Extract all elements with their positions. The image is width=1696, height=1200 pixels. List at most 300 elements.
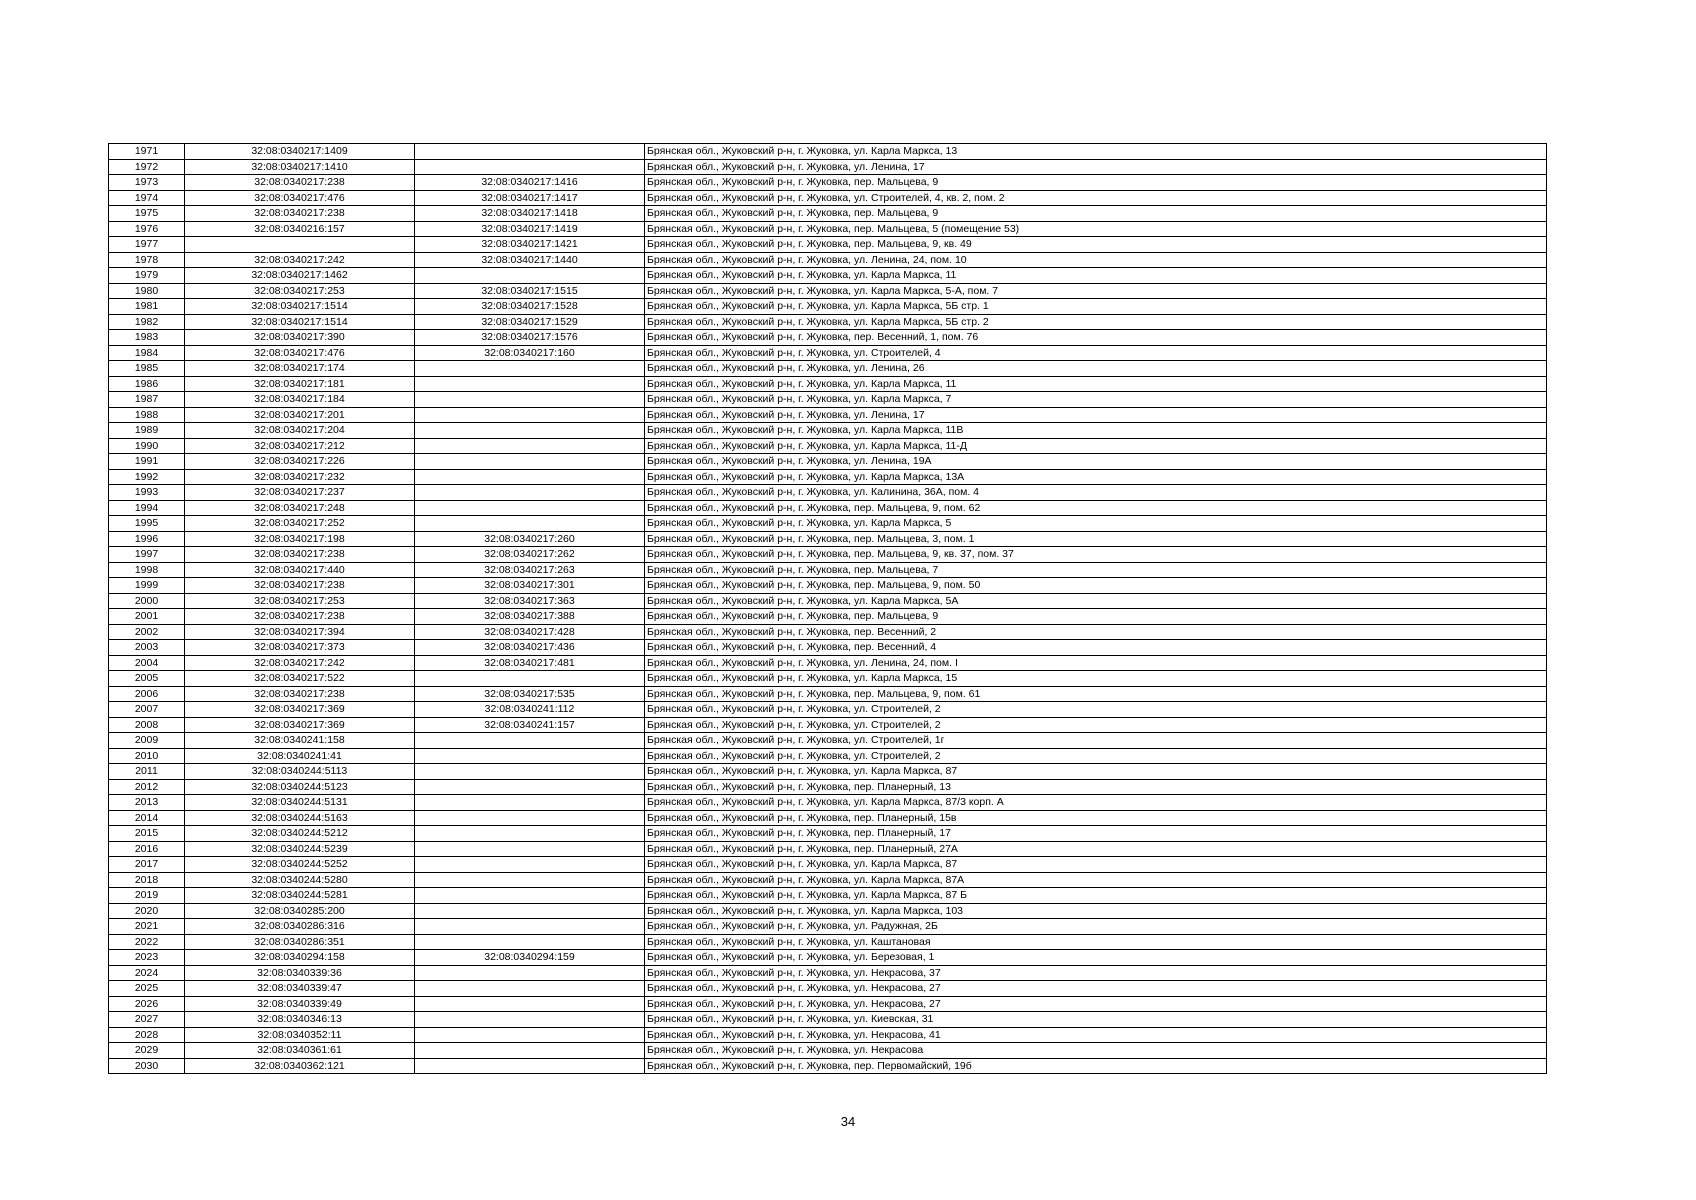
table-row <box>109 779 1547 795</box>
row-number-cell: 2010 <box>109 748 185 764</box>
table-row <box>109 547 1547 563</box>
address-cell: Брянская обл., Жуковский р-н, г. Жуковка, пер. Весенний, 1, пом. 76 <box>645 330 1547 346</box>
address-cell: Брянская обл., Жуковский р-н, г. Жуковка, пер. Мальцева, 9 <box>645 609 1547 625</box>
table-row <box>109 733 1547 749</box>
row-number-cell: 2017 <box>109 857 185 873</box>
table-row <box>109 469 1547 485</box>
related-cadastral-number-cell <box>415 438 645 454</box>
related-cadastral-number-cell <box>415 779 645 795</box>
table-row <box>109 206 1547 222</box>
table-row <box>109 392 1547 408</box>
related-cadastral-number-cell <box>415 159 645 175</box>
table-row <box>109 531 1547 547</box>
row-number-cell: 1982 <box>109 314 185 330</box>
row-number-cell: 1992 <box>109 469 185 485</box>
cadastral-number-cell: 32:08:0340217:1409 <box>185 144 415 160</box>
related-cadastral-number-cell <box>415 268 645 284</box>
row-number-cell: 2015 <box>109 826 185 842</box>
row-number-cell: 1996 <box>109 531 185 547</box>
related-cadastral-number-cell: 32:08:0340217:481 <box>415 655 645 671</box>
cadastral-number-cell: 32:08:0340241:41 <box>185 748 415 764</box>
row-number-cell: 1993 <box>109 485 185 501</box>
row-number-cell: 2002 <box>109 624 185 640</box>
address-cell: Брянская обл., Жуковский р-н, г. Жуковка, ул. Некрасова, 37 <box>645 965 1547 981</box>
related-cadastral-number-cell <box>415 671 645 687</box>
row-number-cell: 1989 <box>109 423 185 439</box>
address-cell: Брянская обл., Жуковский р-н, г. Жуковка, ул. Карла Маркса, 5-А, пом. 7 <box>645 283 1547 299</box>
table-row <box>109 826 1547 842</box>
table-row <box>109 950 1547 966</box>
table-row <box>109 919 1547 935</box>
address-cell: Брянская обл., Жуковский р-н, г. Жуковка, ул. Ленина, 19А <box>645 454 1547 470</box>
row-number-cell: 2027 <box>109 1012 185 1028</box>
table-row <box>109 175 1547 191</box>
table-row <box>109 810 1547 826</box>
row-number-cell: 2013 <box>109 795 185 811</box>
related-cadastral-number-cell <box>415 841 645 857</box>
related-cadastral-number-cell <box>415 996 645 1012</box>
row-number-cell: 1995 <box>109 516 185 532</box>
cadastral-number-cell: 32:08:0340286:316 <box>185 919 415 935</box>
page-number: 34 <box>840 1114 856 1129</box>
address-cell: Брянская обл., Жуковский р-н, г. Жуковка, ул. Карла Маркса, 13А <box>645 469 1547 485</box>
address-cell: Брянская обл., Жуковский р-н, г. Жуковка, ул. Карла Маркса, 11В <box>645 423 1547 439</box>
cadastral-number-cell: 32:08:0340217:237 <box>185 485 415 501</box>
table-row <box>109 764 1547 780</box>
table-row <box>109 593 1547 609</box>
related-cadastral-number-cell <box>415 872 645 888</box>
row-number-cell: 2016 <box>109 841 185 857</box>
table-row <box>109 671 1547 687</box>
related-cadastral-number-cell: 32:08:0340217:535 <box>415 686 645 702</box>
related-cadastral-number-cell: 32:08:0340241:112 <box>415 702 645 718</box>
cadastral-number-cell: 32:08:0340217:212 <box>185 438 415 454</box>
table-row <box>109 1027 1547 1043</box>
row-number-cell: 1980 <box>109 283 185 299</box>
table-row <box>109 888 1547 904</box>
related-cadastral-number-cell: 32:08:0340217:428 <box>415 624 645 640</box>
table-row <box>109 221 1547 237</box>
related-cadastral-number-cell: 32:08:0340217:1529 <box>415 314 645 330</box>
cadastral-number-cell: 32:08:0340217:476 <box>185 190 415 206</box>
address-cell: Брянская обл., Жуковский р-н, г. Жуковка, ул. Калинина, 36А, пом. 4 <box>645 485 1547 501</box>
row-number-cell: 1976 <box>109 221 185 237</box>
row-number-cell: 1986 <box>109 376 185 392</box>
row-number-cell: 2014 <box>109 810 185 826</box>
address-cell: Брянская обл., Жуковский р-н, г. Жуковка, ул. Ленина, 24, пом. 10 <box>645 252 1547 268</box>
address-cell: Брянская обл., Жуковский р-н, г. Жуковка, ул. Карла Маркса, 11-Д <box>645 438 1547 454</box>
related-cadastral-number-cell <box>415 376 645 392</box>
cadastral-number-cell: 32:08:0340217:238 <box>185 547 415 563</box>
table-row <box>109 640 1547 656</box>
address-cell: Брянская обл., Жуковский р-н, г. Жуковка, пер. Мальцева, 9, пом. 50 <box>645 578 1547 594</box>
address-cell: Брянская обл., Жуковский р-н, г. Жуковка, пер. Мальцева, 3, пом. 1 <box>645 531 1547 547</box>
related-cadastral-number-cell <box>415 407 645 423</box>
related-cadastral-number-cell: 32:08:0340217:301 <box>415 578 645 594</box>
related-cadastral-number-cell: 32:08:0340241:157 <box>415 717 645 733</box>
row-number-cell: 2004 <box>109 655 185 671</box>
cadastral-number-cell: 32:08:0340244:5239 <box>185 841 415 857</box>
address-cell: Брянская обл., Жуковский р-н, г. Жуковка, ул. Ленина, 24, пом. I <box>645 655 1547 671</box>
cadastral-number-cell: 32:08:0340286:351 <box>185 934 415 950</box>
row-number-cell: 2029 <box>109 1043 185 1059</box>
related-cadastral-number-cell: 32:08:0340217:388 <box>415 609 645 625</box>
cadastral-number-cell: 32:08:0340361:61 <box>185 1043 415 1059</box>
cadastral-number-cell: 32:08:0340217:253 <box>185 283 415 299</box>
related-cadastral-number-cell <box>415 919 645 935</box>
related-cadastral-number-cell: 32:08:0340217:1440 <box>415 252 645 268</box>
cadastral-number-cell: 32:08:0340217:198 <box>185 531 415 547</box>
cadastral-number-cell: 32:08:0340244:5123 <box>185 779 415 795</box>
table-row <box>109 407 1547 423</box>
row-number-cell: 1974 <box>109 190 185 206</box>
related-cadastral-number-cell: 32:08:0340217:262 <box>415 547 645 563</box>
related-cadastral-number-cell <box>415 485 645 501</box>
row-number-cell: 2025 <box>109 981 185 997</box>
row-number-cell: 2003 <box>109 640 185 656</box>
cadastral-number-cell: 32:08:0340216:157 <box>185 221 415 237</box>
related-cadastral-number-cell <box>415 516 645 532</box>
related-cadastral-number-cell: 32:08:0340217:363 <box>415 593 645 609</box>
row-number-cell: 1987 <box>109 392 185 408</box>
cadastral-number-cell: 32:08:0340244:5113 <box>185 764 415 780</box>
table-row <box>109 965 1547 981</box>
table-row <box>109 748 1547 764</box>
cadastral-number-cell: 32:08:0340217:204 <box>185 423 415 439</box>
address-cell: Брянская обл., Жуковский р-н, г. Жуковка, ул. Карла Маркса, 11 <box>645 268 1547 284</box>
address-cell: Брянская обл., Жуковский р-н, г. Жуковка, ул. Карла Маркса, 87 Б <box>645 888 1547 904</box>
address-cell: Брянская обл., Жуковский р-н, г. Жуковка, ул. Ленина, 26 <box>645 361 1547 377</box>
address-cell: Брянская обл., Жуковский р-н, г. Жуковка, пер. Мальцева, 9, пом. 62 <box>645 500 1547 516</box>
row-number-cell: 1971 <box>109 144 185 160</box>
related-cadastral-number-cell: 32:08:0340217:1416 <box>415 175 645 191</box>
related-cadastral-number-cell <box>415 1043 645 1059</box>
related-cadastral-number-cell <box>415 469 645 485</box>
address-cell: Брянская обл., Жуковский р-н, г. Жуковка, пер. Мальцева, 9, пом. 61 <box>645 686 1547 702</box>
address-cell: Брянская обл., Жуковский р-н, г. Жуковка, ул. Карла Маркса, 5Б стр. 2 <box>645 314 1547 330</box>
related-cadastral-number-cell: 32:08:0340217:1417 <box>415 190 645 206</box>
row-number-cell: 1983 <box>109 330 185 346</box>
row-number-cell: 2021 <box>109 919 185 935</box>
row-number-cell: 2026 <box>109 996 185 1012</box>
table-row <box>109 686 1547 702</box>
table-row <box>109 144 1547 160</box>
table-row <box>109 376 1547 392</box>
address-cell: Брянская обл., Жуковский р-н, г. Жуковка, ул. Каштановая <box>645 934 1547 950</box>
address-cell: Брянская обл., Жуковский р-н, г. Жуковка, пер. Мальцева, 7 <box>645 562 1547 578</box>
row-number-cell: 2024 <box>109 965 185 981</box>
cadastral-number-cell: 32:08:0340217:1514 <box>185 299 415 315</box>
related-cadastral-number-cell: 32:08:0340217:1418 <box>415 206 645 222</box>
table-row <box>109 717 1547 733</box>
cadastral-number-cell: 32:08:0340217:238 <box>185 686 415 702</box>
table-row <box>109 330 1547 346</box>
related-cadastral-number-cell <box>415 454 645 470</box>
address-cell: Брянская обл., Жуковский р-н, г. Жуковка, ул. Киевская, 31 <box>645 1012 1547 1028</box>
row-number-cell: 1997 <box>109 547 185 563</box>
related-cadastral-number-cell <box>415 826 645 842</box>
table-row <box>109 609 1547 625</box>
row-number-cell: 1991 <box>109 454 185 470</box>
address-cell: Брянская обл., Жуковский р-н, г. Жуковка, ул. Карла Маркса, 11 <box>645 376 1547 392</box>
cadastral-number-cell: 32:08:0340217:238 <box>185 206 415 222</box>
table-row <box>109 268 1547 284</box>
cadastral-number-cell: 32:08:0340294:158 <box>185 950 415 966</box>
address-cell: Брянская обл., Жуковский р-н, г. Жуковка, ул. Радужная, 2Б <box>645 919 1547 935</box>
address-cell: Брянская обл., Жуковский р-н, г. Жуковка, ул. Карла Маркса, 13 <box>645 144 1547 160</box>
row-number-cell: 2001 <box>109 609 185 625</box>
address-cell: Брянская обл., Жуковский р-н, г. Жуковка, ул. Строителей, 4 <box>645 345 1547 361</box>
address-cell: Брянская обл., Жуковский р-н, г. Жуковка, ул. Карла Маркса, 7 <box>645 392 1547 408</box>
table-row <box>109 981 1547 997</box>
cadastral-number-cell: 32:08:0340217:248 <box>185 500 415 516</box>
address-cell: Брянская обл., Жуковский р-н, г. Жуковка, пер. Планерный, 27А <box>645 841 1547 857</box>
table-row <box>109 857 1547 873</box>
related-cadastral-number-cell <box>415 144 645 160</box>
table-row <box>109 1058 1547 1074</box>
row-number-cell: 1981 <box>109 299 185 315</box>
table-row <box>109 237 1547 253</box>
row-number-cell: 2028 <box>109 1027 185 1043</box>
row-number-cell: 2012 <box>109 779 185 795</box>
cadastral-number-cell: 32:08:0340217:174 <box>185 361 415 377</box>
related-cadastral-number-cell <box>415 1012 645 1028</box>
address-cell: Брянская обл., Жуковский р-н, г. Жуковка, пер. Планерный, 17 <box>645 826 1547 842</box>
cadastral-number-cell: 32:08:0340244:5131 <box>185 795 415 811</box>
cadastral-number-cell <box>185 237 415 253</box>
row-number-cell: 2022 <box>109 934 185 950</box>
table-row <box>109 996 1547 1012</box>
address-cell: Брянская обл., Жуковский р-н, г. Жуковка, пер. Планерный, 13 <box>645 779 1547 795</box>
cadastral-number-cell: 32:08:0340244:5163 <box>185 810 415 826</box>
related-cadastral-number-cell <box>415 392 645 408</box>
table-row <box>109 159 1547 175</box>
row-number-cell: 1972 <box>109 159 185 175</box>
related-cadastral-number-cell <box>415 857 645 873</box>
related-cadastral-number-cell: 32:08:0340217:1576 <box>415 330 645 346</box>
cadastral-number-cell: 32:08:0340241:158 <box>185 733 415 749</box>
table-row <box>109 624 1547 640</box>
address-cell: Брянская обл., Жуковский р-н, г. Жуковка, ул. Карла Маркса, 15 <box>645 671 1547 687</box>
address-cell: Брянская обл., Жуковский р-н, г. Жуковка, пер. Первомайский, 19б <box>645 1058 1547 1074</box>
cadastral-number-cell: 32:08:0340217:476 <box>185 345 415 361</box>
table-row <box>109 562 1547 578</box>
row-number-cell: 2023 <box>109 950 185 966</box>
address-cell: Брянская обл., Жуковский р-н, г. Жуковка, ул. Карла Маркса, 87 <box>645 857 1547 873</box>
related-cadastral-number-cell: 32:08:0340217:436 <box>415 640 645 656</box>
row-number-cell: 2018 <box>109 872 185 888</box>
address-cell: Брянская обл., Жуковский р-н, г. Жуковка, ул. Строителей, 1г <box>645 733 1547 749</box>
table-row <box>109 1043 1547 1059</box>
cadastral-number-cell: 32:08:0340362:121 <box>185 1058 415 1074</box>
table-row <box>109 841 1547 857</box>
address-cell: Брянская обл., Жуковский р-н, г. Жуковка, пер. Весенний, 4 <box>645 640 1547 656</box>
table-row <box>109 314 1547 330</box>
related-cadastral-number-cell <box>415 500 645 516</box>
related-cadastral-number-cell <box>415 888 645 904</box>
related-cadastral-number-cell: 32:08:0340217:1419 <box>415 221 645 237</box>
related-cadastral-number-cell <box>415 733 645 749</box>
row-number-cell: 1990 <box>109 438 185 454</box>
row-number-cell: 1994 <box>109 500 185 516</box>
cadastral-number-cell: 32:08:0340244:5252 <box>185 857 415 873</box>
row-number-cell: 2009 <box>109 733 185 749</box>
related-cadastral-number-cell: 32:08:0340217:1515 <box>415 283 645 299</box>
row-number-cell: 1977 <box>109 237 185 253</box>
related-cadastral-number-cell <box>415 764 645 780</box>
address-cell: Брянская обл., Жуковский р-н, г. Жуковка, пер. Мальцева, 5 (помещение 53) <box>645 221 1547 237</box>
address-cell: Брянская обл., Жуковский р-н, г. Жуковка, пер. Мальцева, 9, кв. 49 <box>645 237 1547 253</box>
cadastral-number-cell: 32:08:0340217:184 <box>185 392 415 408</box>
row-number-cell: 1999 <box>109 578 185 594</box>
cadastral-number-cell: 32:08:0340244:5212 <box>185 826 415 842</box>
related-cadastral-number-cell <box>415 934 645 950</box>
address-cell: Брянская обл., Жуковский р-н, г. Жуковка, пер. Мальцева, 9 <box>645 175 1547 191</box>
cadastral-number-cell: 32:08:0340217:1462 <box>185 268 415 284</box>
table-row <box>109 423 1547 439</box>
table-row <box>109 361 1547 377</box>
related-cadastral-number-cell <box>415 1058 645 1074</box>
address-cell: Брянская обл., Жуковский р-н, г. Жуковка, ул. Строителей, 2 <box>645 717 1547 733</box>
address-cell: Брянская обл., Жуковский р-н, г. Жуковка, ул. Строителей, 2 <box>645 702 1547 718</box>
cadastral-number-cell: 32:08:0340217:394 <box>185 624 415 640</box>
address-cell: Брянская обл., Жуковский р-н, г. Жуковка, ул. Некрасова, 41 <box>645 1027 1547 1043</box>
cadastral-number-cell: 32:08:0340217:238 <box>185 609 415 625</box>
cadastral-number-cell: 32:08:0340217:181 <box>185 376 415 392</box>
address-cell: Брянская обл., Жуковский р-н, г. Жуковка, ул. Карла Маркса, 5 <box>645 516 1547 532</box>
related-cadastral-number-cell <box>415 1027 645 1043</box>
address-cell: Брянская обл., Жуковский р-н, г. Жуковка, пер. Мальцева, 9, кв. 37, пом. 37 <box>645 547 1547 563</box>
table-row <box>109 516 1547 532</box>
row-number-cell: 2007 <box>109 702 185 718</box>
address-cell: Брянская обл., Жуковский р-н, г. Жуковка, ул. Некрасова, 27 <box>645 996 1547 1012</box>
table-row <box>109 190 1547 206</box>
cadastral-number-cell: 32:08:0340352:11 <box>185 1027 415 1043</box>
related-cadastral-number-cell: 32:08:0340217:1528 <box>415 299 645 315</box>
cadastral-number-cell: 32:08:0340285:200 <box>185 903 415 919</box>
table-row <box>109 934 1547 950</box>
address-cell: Брянская обл., Жуковский р-н, г. Жуковка, ул. Карла Маркса, 103 <box>645 903 1547 919</box>
address-cell: Брянская обл., Жуковский р-н, г. Жуковка, ул. Ленина, 17 <box>645 407 1547 423</box>
cadastral-number-cell: 32:08:0340217:522 <box>185 671 415 687</box>
cadastral-number-cell: 32:08:0340339:36 <box>185 965 415 981</box>
row-number-cell: 1998 <box>109 562 185 578</box>
address-cell: Брянская обл., Жуковский р-н, г. Жуковка, ул. Некрасова, 27 <box>645 981 1547 997</box>
address-cell: Брянская обл., Жуковский р-н, г. Жуковка, пер. Весенний, 2 <box>645 624 1547 640</box>
table-row <box>109 283 1547 299</box>
related-cadastral-number-cell: 32:08:0340217:260 <box>415 531 645 547</box>
address-cell: Брянская обл., Жуковский р-н, г. Жуковка, ул. Строителей, 2 <box>645 748 1547 764</box>
address-cell: Брянская обл., Жуковский р-н, г. Жуковка, ул. Карла Маркса, 5Б стр. 1 <box>645 299 1547 315</box>
related-cadastral-number-cell <box>415 748 645 764</box>
cadastral-number-cell: 32:08:0340217:252 <box>185 516 415 532</box>
row-number-cell: 1979 <box>109 268 185 284</box>
address-cell: Брянская обл., Жуковский р-н, г. Жуковка, ул. Карла Маркса, 87/3 корп. А <box>645 795 1547 811</box>
cadastral-number-cell: 32:08:0340217:369 <box>185 702 415 718</box>
related-cadastral-number-cell: 32:08:0340294:159 <box>415 950 645 966</box>
address-cell: Брянская обл., Жуковский р-н, г. Жуковка, ул. Карла Маркса, 87 <box>645 764 1547 780</box>
table-row <box>109 485 1547 501</box>
cadastral-number-cell: 32:08:0340217:201 <box>185 407 415 423</box>
cadastral-number-cell: 32:08:0340244:5280 <box>185 872 415 888</box>
row-number-cell: 1975 <box>109 206 185 222</box>
cadastral-number-cell: 32:08:0340217:390 <box>185 330 415 346</box>
cadastral-number-cell: 32:08:0340217:253 <box>185 593 415 609</box>
table-row <box>109 702 1547 718</box>
related-cadastral-number-cell <box>415 810 645 826</box>
row-number-cell: 2008 <box>109 717 185 733</box>
related-cadastral-number-cell <box>415 965 645 981</box>
cadastral-number-cell: 32:08:0340217:238 <box>185 175 415 191</box>
cadastral-number-cell: 32:08:0340346:13 <box>185 1012 415 1028</box>
row-number-cell: 1978 <box>109 252 185 268</box>
related-cadastral-number-cell: 32:08:0340217:263 <box>415 562 645 578</box>
address-cell: Брянская обл., Жуковский р-н, г. Жуковка, ул. Карла Маркса, 87А <box>645 872 1547 888</box>
registry-table <box>108 143 1547 1074</box>
cadastral-number-cell: 32:08:0340339:49 <box>185 996 415 1012</box>
row-number-cell: 2005 <box>109 671 185 687</box>
cadastral-number-cell: 32:08:0340217:440 <box>185 562 415 578</box>
table-row <box>109 578 1547 594</box>
row-number-cell: 1985 <box>109 361 185 377</box>
row-number-cell: 1984 <box>109 345 185 361</box>
table-row <box>109 795 1547 811</box>
row-number-cell: 1988 <box>109 407 185 423</box>
related-cadastral-number-cell <box>415 981 645 997</box>
address-cell: Брянская обл., Жуковский р-н, г. Жуковка, ул. Строителей, 4, кв. 2, пом. 2 <box>645 190 1547 206</box>
table-row <box>109 252 1547 268</box>
table-row <box>109 500 1547 516</box>
cadastral-number-cell: 32:08:0340339:47 <box>185 981 415 997</box>
cadastral-number-cell: 32:08:0340217:232 <box>185 469 415 485</box>
row-number-cell: 2020 <box>109 903 185 919</box>
table-row <box>109 299 1547 315</box>
row-number-cell: 2019 <box>109 888 185 904</box>
row-number-cell: 2000 <box>109 593 185 609</box>
related-cadastral-number-cell <box>415 423 645 439</box>
table-row <box>109 1012 1547 1028</box>
cadastral-number-cell: 32:08:0340217:373 <box>185 640 415 656</box>
cadastral-number-cell: 32:08:0340217:242 <box>185 252 415 268</box>
table-row <box>109 454 1547 470</box>
cadastral-number-cell: 32:08:0340244:5281 <box>185 888 415 904</box>
cadastral-number-cell: 32:08:0340217:1410 <box>185 159 415 175</box>
table-row <box>109 655 1547 671</box>
address-cell: Брянская обл., Жуковский р-н, г. Жуковка, ул. Березовая, 1 <box>645 950 1547 966</box>
address-cell: Брянская обл., Жуковский р-н, г. Жуковка, пер. Планерный, 15в <box>645 810 1547 826</box>
address-cell: Брянская обл., Жуковский р-н, г. Жуковка, пер. Мальцева, 9 <box>645 206 1547 222</box>
address-cell: Брянская обл., Жуковский р-н, г. Жуковка, ул. Некрасова <box>645 1043 1547 1059</box>
table-row <box>109 903 1547 919</box>
cadastral-number-cell: 32:08:0340217:242 <box>185 655 415 671</box>
table-row <box>109 438 1547 454</box>
cadastral-number-cell: 32:08:0340217:1514 <box>185 314 415 330</box>
row-number-cell: 2006 <box>109 686 185 702</box>
related-cadastral-number-cell <box>415 795 645 811</box>
table-row <box>109 872 1547 888</box>
related-cadastral-number-cell <box>415 903 645 919</box>
related-cadastral-number-cell <box>415 361 645 377</box>
address-cell: Брянская обл., Жуковский р-н, г. Жуковка, ул. Карла Маркса, 5А <box>645 593 1547 609</box>
row-number-cell: 2030 <box>109 1058 185 1074</box>
registry-table-body <box>109 144 1547 1074</box>
table-row <box>109 345 1547 361</box>
row-number-cell: 2011 <box>109 764 185 780</box>
related-cadastral-number-cell: 32:08:0340217:160 <box>415 345 645 361</box>
cadastral-number-cell: 32:08:0340217:238 <box>185 578 415 594</box>
address-cell: Брянская обл., Жуковский р-н, г. Жуковка, ул. Ленина, 17 <box>645 159 1547 175</box>
cadastral-number-cell: 32:08:0340217:369 <box>185 717 415 733</box>
